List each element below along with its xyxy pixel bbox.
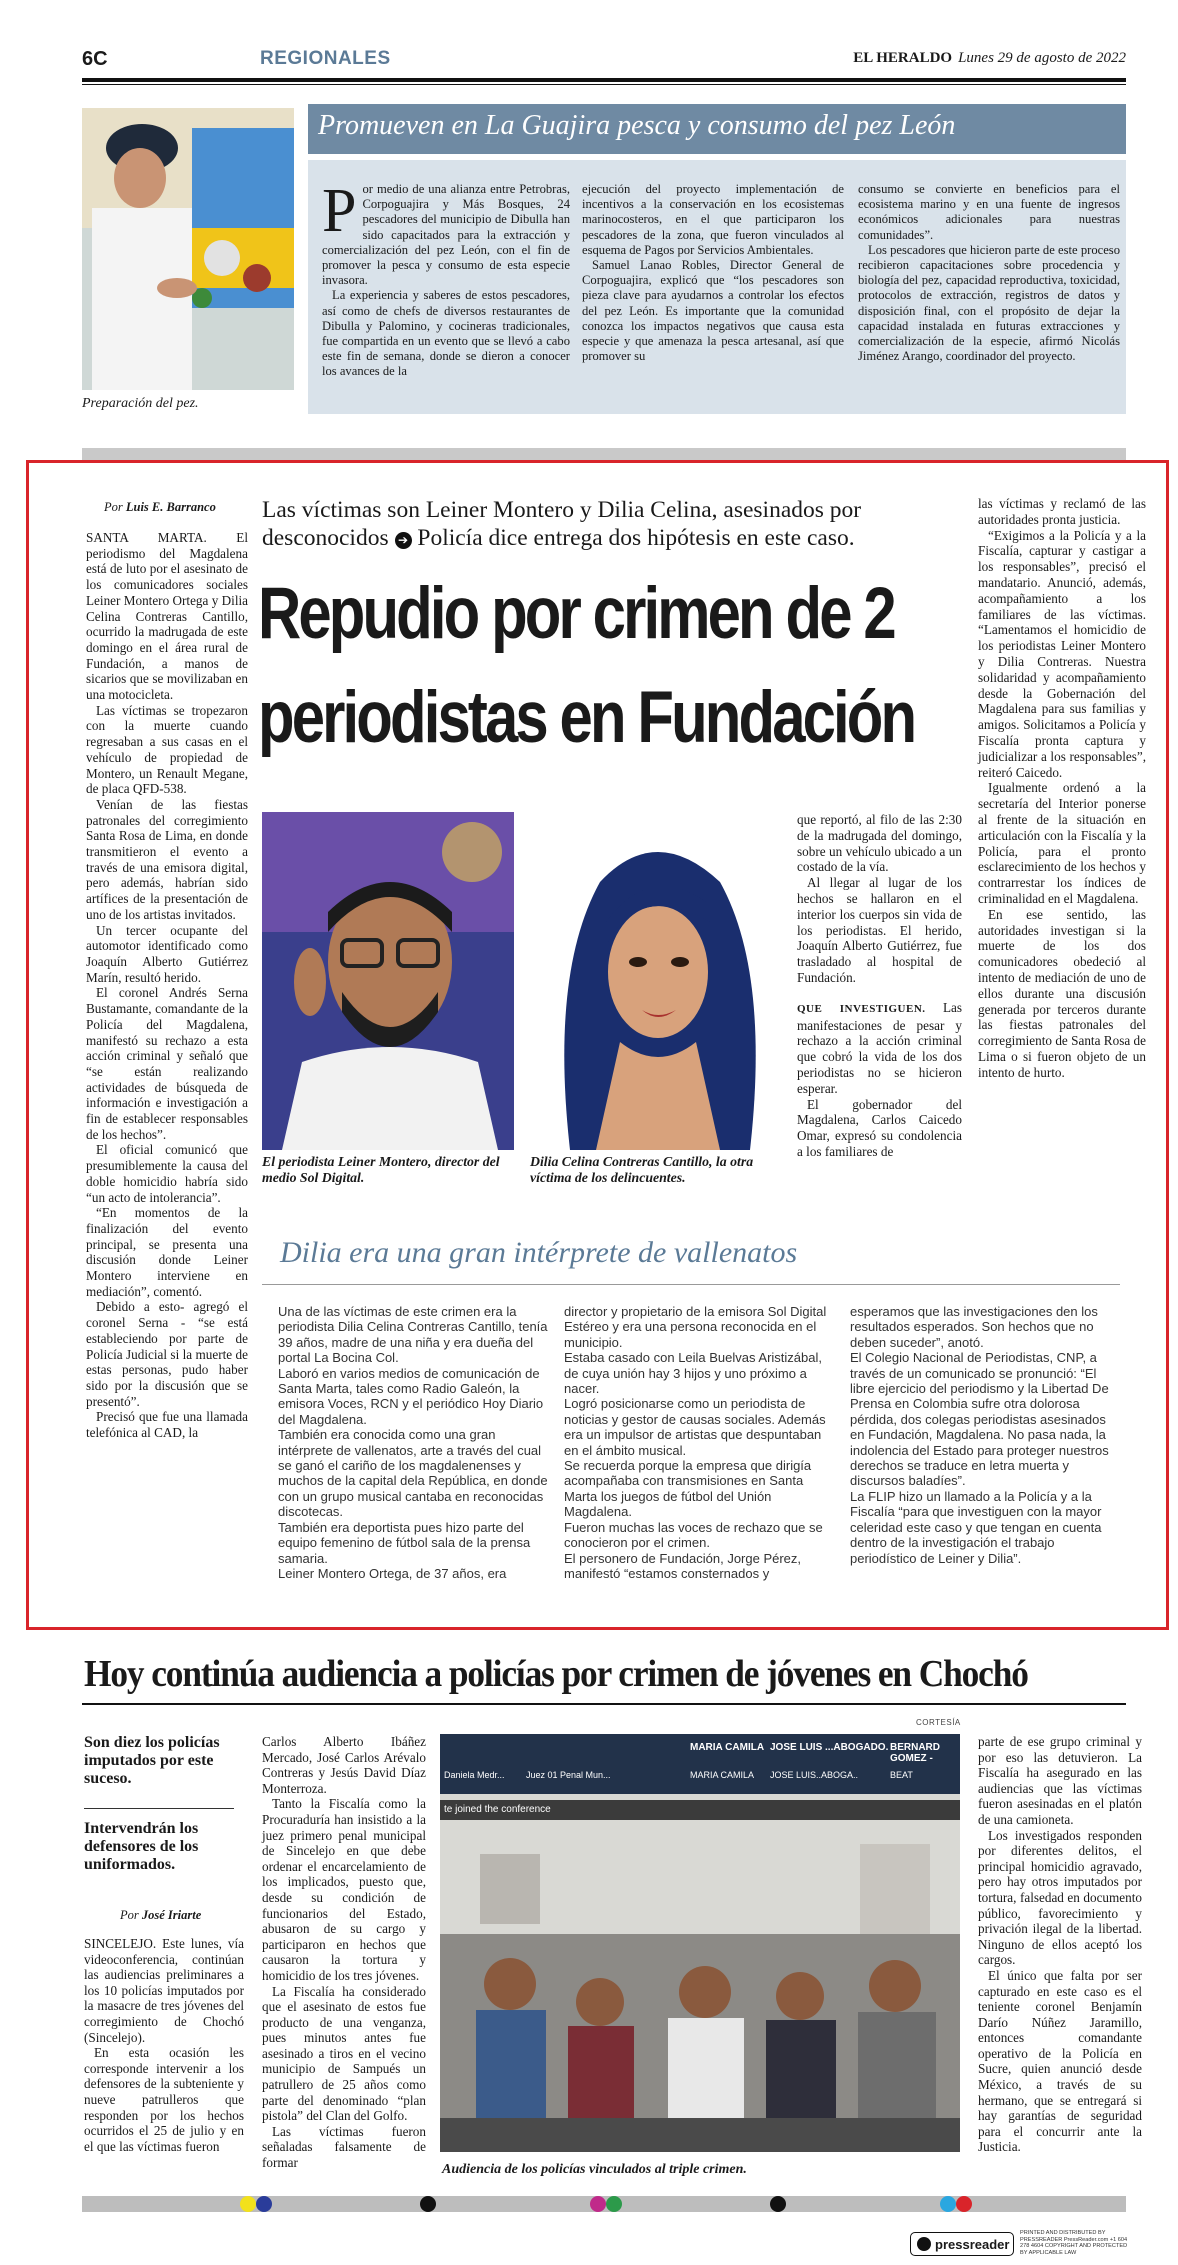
paragraph: Un tercer ocupante del automotor identificado como Joaquín Alberto Gutiérrez Marín, resultó herido. xyxy=(86,922,248,985)
masthead xyxy=(853,50,1126,67)
paragraph: El único que falta por ser capturado en este caso es el teniente coronel Benjamín Darío Núñez Jaramillo, entonces comandante operativo de la Policía en Sucre, quien anunció desde México, a través de su hermano, que se entregará si hay garantías de seguridad para el concurrir ante la Justicia. xyxy=(978,1967,1142,2155)
paragraph: consumo se convierte en beneficios para el ecosistema marino y en una fuente de ingresos económicos adicionales para nuestras comunidades”. xyxy=(858,182,1120,242)
bottom-story-column-2 xyxy=(262,1734,426,2171)
byline-prefix: Por xyxy=(120,1908,139,1922)
registration-dot-green xyxy=(606,2196,622,2212)
top-headline: Promueven en La Guajira pesca y consumo del pez León xyxy=(318,110,956,141)
column-text xyxy=(86,530,248,1441)
paragraph: Los investigados responden por diferentes delitos, el principal homicidio agravado, pero hay otros imputados por tortura, falsedad en documento público, favorecimiento y privación ilegal de la libertad. Ninguno de ellos aceptó los cargos. xyxy=(978,1827,1142,1968)
kicker xyxy=(262,496,962,552)
paragraph: “Exigimos a la Policía y a la Fiscalía, capturar y castigar a los responsables”, precisó el mandatario. Anunció, además, acompañamiento a los familiares de las víctimas. “Lamentamos el homicidio de los periodistas Leiner Montero y Dilia Contreras. Nuestra solidaridad y acompañamiento desde la Gobernación del Magdalena para sus familias y amigos. Solicitamos a Policía y Fiscalía pronta captura y judicializar a los responsables”, reiteró Caicedo. xyxy=(978,527,1146,780)
paragraph: Debido a esto- agregó el coronel Serna - “se está estableciendo por parte de Policía Judicial si la muerte de estas personas, pudo haber sido por la discusión que se presentó”. xyxy=(86,1299,248,1409)
paragraph: or medio de una alianza entre Petrobras, Corpoguajira y Más Bosques, 24 pescadores del municipio de Dibulla han sido capacitados para la extracción y comercialización del pez León, con el fin de promover la pesca y consumo de esta especie invasora. xyxy=(322,182,570,288)
dilia-contreras-photo xyxy=(530,812,782,1150)
byline-prefix: Por xyxy=(104,500,123,514)
page-number: 6C xyxy=(82,48,108,70)
fish-preparation-photo xyxy=(82,108,294,390)
registration-dot-magenta xyxy=(590,2196,606,2212)
paragraph: Laboró en varios medios de comunicación de Santa Marta, tales como Radio Galeón, la emisora Voces, RCN y el periódico Hoy Diario del Magdalena. xyxy=(278,1365,544,1427)
column-text xyxy=(978,496,1146,1080)
column-text xyxy=(978,1734,1142,2155)
paragraph: Logró posicionarse como un periodista de noticias y gestor de causas sociales. Además era un impulsor de artistas que despuntaban en el ámbito musical. xyxy=(564,1396,826,1458)
paragraph: parte de ese grupo criminal y por eso las detuvieron. La Fiscalía ha asegurado en las audiencias que las víctimas fueron asesinadas en el platón de una camioneta. xyxy=(978,1734,1142,1827)
byline xyxy=(104,500,216,515)
participant-label: MARIA CAMILA xyxy=(690,1742,765,1753)
dilia-photo-caption: Dilia Celina Contreras Cantillo, la otra víctima de los delincuentes. xyxy=(530,1154,754,1185)
subhead-lead: QUE INVESTIGUEN. xyxy=(797,1002,926,1015)
paragraph: En ese sentido, las autoridades investigan si la muerte de los dos comunicadores obedeció al intento de mediación de uno de ellos durante una discusión generada por terceros durante las fiestas patronales del corregimiento de Santa Rosa de Lima o si fueron objeto de un intento de hurto. xyxy=(978,906,1146,1080)
paragraph: que reportó, al filo de las 2:30 de la madrugada del domingo, sobre un vehículo ubicado a un costado de la vía. xyxy=(797,812,962,875)
summary-rule xyxy=(84,1808,234,1809)
leiner-montero-photo xyxy=(262,812,514,1150)
paragraph: SINCELEJO. Este lunes, vía videoconferencia, continúan las audiencias preliminares a los 10 policías imputados por la masacre de tres jóvenes del corregimiento de Chochó (Sincelejo). xyxy=(84,1936,244,2045)
byline-author: Luis E. Barranco xyxy=(125,500,216,514)
section-label: REGIONALES xyxy=(260,48,391,69)
top-story-column-3 xyxy=(858,182,1120,364)
top-story-column-2 xyxy=(582,182,844,364)
bottom-headline: Hoy continúa audiencia a policías por crimen de jóvenes en Chochó xyxy=(84,1653,1028,1695)
video-participant-strip xyxy=(440,1738,960,1790)
column-text xyxy=(797,812,962,1160)
paragraph: Leiner Montero Ortega, de 37 años, era xyxy=(278,1565,507,1581)
pressreader-logo xyxy=(910,2232,1014,2256)
paragraph: El oficial comunicó que presumiblemente la causa del doble homicidio habría sido “un acto de intolerancia”. xyxy=(86,1142,248,1205)
paragraph: En esta ocasión les corresponde intervenir a los defensores de la subteniente y nueve patrulleros que responden por los hechos ocurridos el 25 de julio y en el que las víctimas fueron xyxy=(84,2045,244,2154)
paragraph: La Fiscalía ha considerado que el asesinato de estos fue producto de una venganza, pues minutos antes fue asesinado a tiros en el vecino municipio de Sampués un patrullero de 25 años como parte del denominado “plan pistola” del Clan del Golfo. xyxy=(262,1983,426,2124)
headline-line-2: periodistas en Fundación xyxy=(258,677,915,758)
paragraph: Samuel Lanao Robles, Director General de Corpoguajira, explicó que “los pescadores son pieza clave para ayudarnos a controlar los efectos del pez León. Es importante que la comunidad conozca los impactos negativos que causa esta especie y que amenaza la pesca artesanal, así que promover su xyxy=(582,258,844,364)
paragraph: ejecución del proyecto implementación de incentivos a la conservación en los ecosistemas marinocosteros, en el que participaron los pescadores de la zona, que fueron vinculados al esquema de Pagos por Servicios Ambientales. xyxy=(582,182,844,257)
participant-label: MARIA CAMILA xyxy=(690,1770,755,1780)
pressreader-fine-print: PRINTED AND DISTRIBUTED BY PRESSREADER PressReader.com +1 604 278 4604 COPYRIGHT AND PROTECTED BY APPLICABLE LAW xyxy=(1020,2230,1128,2256)
pressreader-logo-text: pressreader xyxy=(935,2237,1010,2252)
participant-label: Daniela Medr... xyxy=(444,1770,505,1780)
arrow-right-icon: ➔ xyxy=(395,532,412,549)
participant-label: Juez 01 Penal Mun... xyxy=(526,1770,611,1780)
bottom-photo-caption: Audiencia de los policías vinculados al triple crimen. xyxy=(442,2162,747,2177)
kicker-part-1: Las víctimas son Leiner Montero y Dilia Celina, asesinados por desconocidos xyxy=(262,497,862,551)
paragraph: Fueron muchas las voces de rechazo que se conocieron por el crimen. xyxy=(564,1519,823,1551)
participant-label: JOSE LUIS..ABOGA.. xyxy=(770,1770,859,1780)
paragraph: Las víctimas se tropezaron con la muerte cuando regresaban a sus casas en el vehículo de propiedad de Montero, un Renault Megane, de placa QFD-538. xyxy=(86,702,248,797)
participant-label: BERNARD GOMEZ - xyxy=(890,1742,940,1764)
video-hearing-photo xyxy=(440,1734,960,2152)
byline xyxy=(120,1908,201,1923)
paragraph: director y propietario de la emisora Sol Digital Estéreo y era una persona reconocida en el municipio. xyxy=(564,1304,827,1350)
registration-dot-blue xyxy=(256,2196,272,2212)
byline-author: José Iriarte xyxy=(141,1908,202,1922)
headline-line-1: Repudio por crimen de 2 xyxy=(258,573,894,654)
paragraph: El gobernador del Magdalena, Carlos Caicedo Omar, expresó su condolencia a los familiares de xyxy=(797,1096,962,1159)
paragraph: Igualmente ordenó a la secretaría del Interior ponerse al frente de la situación en articulación con la Fiscalía y la Policía, para el pronto esclarecimiento de los hechos y contrarrestar los índices de criminalidad en el Magdalena. xyxy=(978,780,1146,906)
sidebar-column-2 xyxy=(564,1304,834,1581)
conference-notice: te joined the conference xyxy=(444,1804,551,1815)
column-text xyxy=(84,1936,244,2154)
main-headline xyxy=(258,562,915,770)
bottom-story-column-1 xyxy=(84,1936,244,2154)
sidebar-column-1 xyxy=(278,1304,550,1581)
paragraph: esperamos que las investigaciones den los resultados esperados. Son hechos que no deben suceder”, anotó. xyxy=(850,1304,1098,1350)
paragraph: El personero de Fundación, Jorge Pérez, manifestó “estamos consternados y xyxy=(564,1550,802,1581)
pressreader-icon xyxy=(917,2237,931,2251)
paragraph: Una de las víctimas de este crimen era la periodista Dilia Celina Contreras Cantillo, tenía 39 años, madre de una niña y era dueña del portal La Bocina Col. xyxy=(278,1304,548,1366)
newspaper-name: EL HERALDO xyxy=(853,50,953,66)
paragraph: Se recuerda porque la empresa que dirigía acompañaba con transmisiones en Santa Marta los juegos de fútbol del Unión Magdalena. xyxy=(564,1458,812,1520)
paragraph: las víctimas y reclamó de las autoridades pronta justicia. xyxy=(978,496,1146,527)
registration-dot-black xyxy=(770,2196,786,2212)
paragraph: También era conocida como una gran intérprete de vallenatos, arte a través del cual se ganó el cariño de los magdalenenses y muchos de la capital dela República, en donde con un grupo musical cantaba en reconocidas discotecas. xyxy=(278,1427,548,1520)
leiner-photo-caption: El periodista Leiner Montero, director del medio Sol Digital. xyxy=(262,1154,500,1185)
paragraph: También era deportista pues hizo parte del equipo femenino de fútbol sala de la prensa samaria. xyxy=(278,1519,531,1566)
summary-2: Intervendrán los defensores de los uniformados. xyxy=(84,1820,199,1873)
paragraph: Al llegar al lugar de los hechos se hallaron en el interior los cuerpos sin vida de los periodistas. El herido, Joaquín Alberto Gutiérrez, fue trasladado al hospital de Fundación. xyxy=(797,875,962,985)
summary-1: Son diez los policías imputados por este suceso. xyxy=(84,1734,220,1787)
top-photo-caption: Preparación del pez. xyxy=(82,396,199,411)
main-story-column-2 xyxy=(797,812,962,1160)
paragraph: Las víctimas fueron señaladas falsamente de formar xyxy=(262,2123,426,2171)
dropcap: P xyxy=(322,177,357,245)
paragraph: Tanto la Fiscalía como la Procuraduría han insistido a la juez primero penal municipal de Sincelejo en que debe ordenar el encarcelamiento de los implicados, puesto que, desde su condición de funcionarios del Estado, abusaron de su cargo y participaron en hechos que causaron la tortura y homicidio de los tres jóvenes. xyxy=(262,1796,426,1983)
participant-label: JOSE LUIS ...ABOGADO. xyxy=(770,1742,889,1753)
issue-date: Lunes 29 de agosto de 2022 xyxy=(958,50,1126,66)
participant-label: BEAT xyxy=(890,1770,913,1780)
paragraph: El coronel Andrés Serna Bustamante, comandante de la Policía del Magdalena, manifestó su rechazo a esta acción criminal y señaló que “se están realizando actividades de búsqueda de información e investigación a fin de establecer responsables de los hechos”. xyxy=(86,985,248,1142)
paragraph: El Colegio Nacional de Periodistas, CNP, a través de un comunicado se pronunció: “El libre ejercicio del periodismo y la Libertad De Prensa en Colombia sufre otra dolorosa pérdida, dos colegas periodistas asesinados en Fundación, Magdalena. No pasa nada, la indolencia del Estado para proteger nuestros derechos se traduce en letra muerta y discursos baladíes”. xyxy=(850,1350,1109,1489)
paragraph: Venían de las fiestas patronales del corregimiento Santa Rosa de Lima, en donde transmitieron el evento a través de una emisora digital, pero además, habrían sido artífices de la presentación de uno de los artistas invitados. xyxy=(86,796,248,922)
sidebar-column-3 xyxy=(850,1304,1122,1566)
photo-credit: CORTESÍA xyxy=(916,1718,961,1727)
main-story-column-3 xyxy=(978,496,1146,1080)
section-divider xyxy=(82,448,1126,460)
paragraph: Los pescadores que hicieron parte de este proceso recibieron capacitaciones sobre procedencia y biología del pez, capacidad reproductiva, toxicidad, protocolos de extracción, registros de datos y disposición final, con el propósito de dejar la capacidad instalada en futuras extracciones y comercialización de la especie, afirmó Nicolás Jiménez Arango, coordinador del proyecto. xyxy=(858,242,1120,364)
paragraph: Carlos Alberto Ibáñez Mercado, José Carlos Arévalo Contreras y Jesús David Díaz Monterroza. xyxy=(262,1734,426,1796)
registration-dot-black xyxy=(420,2196,436,2212)
paragraph: Precisó que fue una llamada telefónica al CAD, la xyxy=(86,1409,248,1441)
registration-dot-cyan xyxy=(940,2196,956,2212)
paragraph: SANTA MARTA. El periodismo del Magdalena está de luto por el asesinato de los comunicadores sociales Leiner Montero Ortega y Dilia Celina Contreras Cantillo, ocurrido la madrugada de este domingo en el área rural de Fundación, a manos de sicarios que se movilizaban en una motocicleta. xyxy=(86,530,248,703)
sidebar-rule xyxy=(262,1284,1120,1285)
main-story-column-1 xyxy=(86,530,248,1441)
paragraph: Estaba casado con Leila Buelvas Aristizábal, de cuya unión hay 3 hijos y uno próximo a nacer. xyxy=(564,1350,822,1397)
registration-dot-yellow xyxy=(240,2196,256,2212)
paragraph: “En momentos de la finalización del evento principal, se presenta una discusión donde Leiner Montero interviene en mediación”, comentó. xyxy=(86,1205,248,1299)
paragraph-text: Las manifestaciones de pesar y rechazo a la acción criminal que cobró la vida de los dos periodistas no se hicieron esperar. xyxy=(797,999,963,1096)
bottom-headline-rule xyxy=(82,1703,1126,1705)
kicker-part-2: Policía dice entrega dos hipótesis en este caso. xyxy=(417,525,855,551)
sidebar-headline: Dilia era una gran intérprete de vallenatos xyxy=(280,1236,798,1269)
subhead-paragraph xyxy=(797,1000,962,1097)
header-rule xyxy=(82,78,1126,82)
header-rule-thin xyxy=(82,84,1126,85)
column-text xyxy=(262,1734,426,2171)
bottom-story-column-3 xyxy=(978,1734,1142,2155)
registration-dot-red xyxy=(956,2196,972,2212)
paragraph: La experiencia y saberes de estos pescadores, así como de chefs de diversos restaurantes de Dibulla y Palomino, y cocineras tradicionales, fue compartida en un evento que se llevó a cabo este fin de semana, donde se dieron a conocer los avances de la xyxy=(322,288,570,379)
paragraph: La FLIP hizo un llamado a la Policía y a la Fiscalía “para que investiguen con la mayor celeridad este caso y que tengan en cuenta dentro de la investigación el trabajo periodístico de Leiner y Dilia”. xyxy=(850,1488,1102,1566)
top-story-column-1 xyxy=(322,177,570,380)
